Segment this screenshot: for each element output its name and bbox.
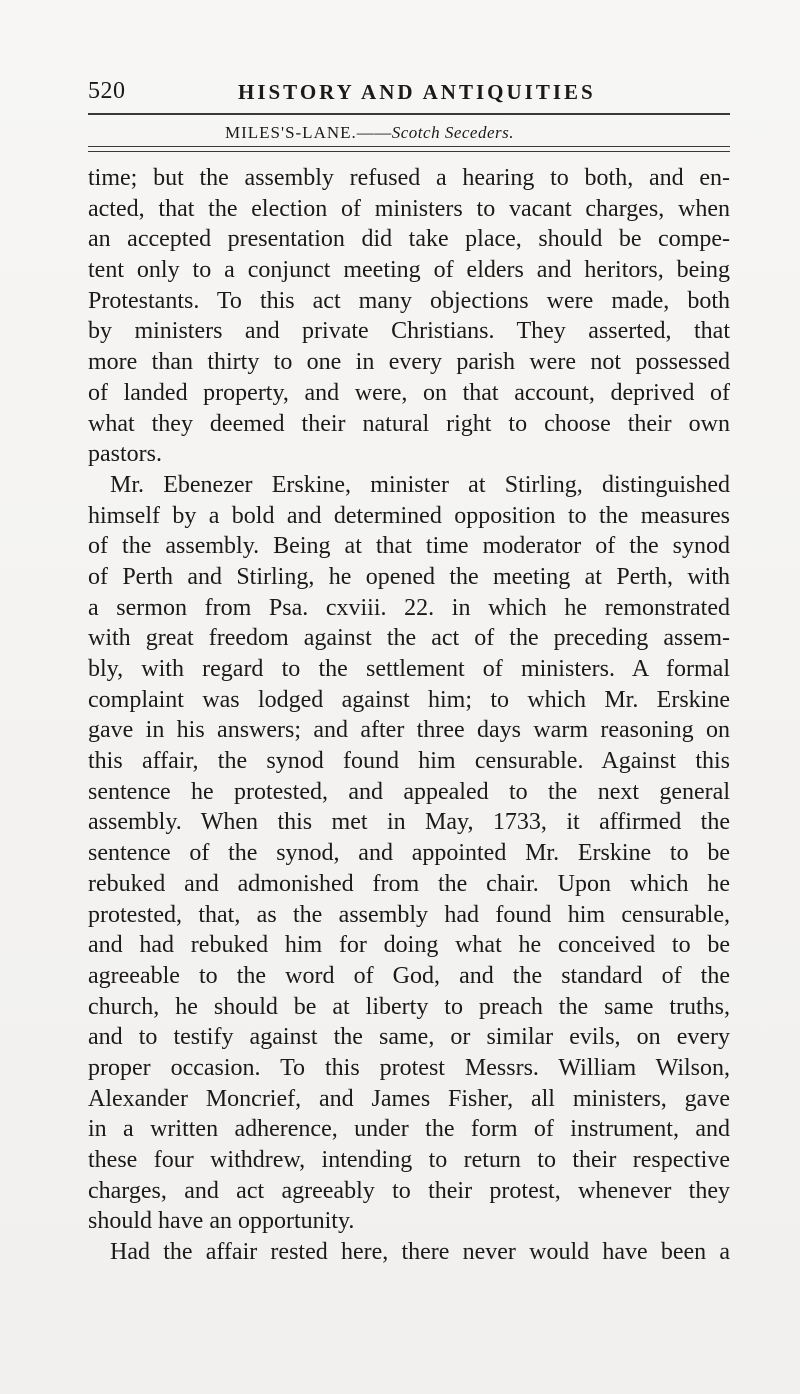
text-line: tent only to a conjunct meeting of elders and heritors, being <box>88 257 730 284</box>
text-line: an accepted presentation did take place, should be compe- <box>88 226 730 253</box>
text-line: gave in his answers; and after three days warm reasoning on <box>88 717 730 744</box>
text-line: with great freedom against the act of the preceding assem- <box>88 625 730 652</box>
text-line: and had rebuked him for doing what he conceived to be <box>88 932 730 959</box>
text-line: these four withdrew, intending to return to their respective <box>88 1147 730 1173</box>
subheading-rule-upper <box>88 146 730 147</box>
text-line: by ministers and private Christians. They asserted, that <box>88 318 730 345</box>
text-line: of the assembly. Being at that time moderator of the synod <box>88 533 730 560</box>
body-text <box>88 163 730 1268</box>
text-line: pastors. <box>88 441 162 468</box>
text-line: this affair, the synod found him censurable. Against this <box>88 748 730 775</box>
text-line: charges, and act agreeably to their protest, whenever they <box>88 1177 730 1204</box>
text-line: in a written adherence, under the form of instrument, and <box>88 1116 730 1143</box>
text-line: of landed property, and were, on that account, deprived of <box>88 379 730 406</box>
text-line: rebuked and admonished from the chair. Upon which he <box>88 870 730 897</box>
subheading-place: MILES'S-LANE. <box>225 123 357 142</box>
page-number: 520 <box>88 78 126 104</box>
text-line: a sermon from Psa. cxviii. 22. in which he remonstrated <box>88 594 730 621</box>
section-subheading <box>225 123 514 143</box>
text-line: more than thirty to one in every parish were not possessed <box>88 349 730 376</box>
header-rule <box>88 113 730 115</box>
running-head <box>88 78 728 118</box>
text-line: church, he should be at liberty to preach the same truths, <box>88 993 730 1020</box>
text-line: and to testify against the same, or similar evils, on every <box>88 1024 730 1051</box>
text-line: bly, with regard to the settlement of ministers. A formal <box>88 656 730 682</box>
subheading-rule-lower <box>88 151 730 152</box>
text-line: Alexander Moncrief, and James Fisher, all ministers, gave <box>88 1085 730 1112</box>
text-line: protested, that, as the assembly had found him censurable, <box>88 901 730 928</box>
text-line: agreeable to the word of God, and the standard of the <box>88 962 730 989</box>
text-line: what they deemed their natural right to choose their own <box>88 410 730 437</box>
text-line: should have an opportunity. <box>88 1208 355 1235</box>
text-line: assembly. When this met in May, 1733, it affirmed the <box>88 809 730 836</box>
text-line: proper occasion. To this protest Messrs. William Wilson, <box>88 1054 730 1081</box>
subheading-dash: —— <box>356 123 392 142</box>
text-line: himself by a bold and determined opposition to the measures <box>88 502 730 529</box>
text-line: Had the affair rested here, there never would have been a <box>110 1239 730 1266</box>
text-line: complaint was lodged against him; to which Mr. Erskine <box>88 686 730 713</box>
text-line: time; but the assembly refused a hearing to both, and en- <box>88 165 730 191</box>
text-line: sentence of the synod, and appointed Mr. Erskine to be <box>88 840 730 867</box>
text-line: of Perth and Stirling, he opened the meeting at Perth, with <box>88 563 730 590</box>
text-line: Mr. Ebenezer Erskine, minister at Stirling, distinguished <box>110 471 730 498</box>
subheading-topic: Scotch Seceders. <box>391 123 514 142</box>
text-line: sentence he protested, and appealed to the next general <box>88 778 730 805</box>
text-line: Protestants. To this act many objections were made, both <box>88 287 730 314</box>
page-title: HISTORY AND ANTIQUITIES <box>238 80 596 104</box>
text-line: acted, that the election of ministers to vacant charges, when <box>88 195 730 222</box>
